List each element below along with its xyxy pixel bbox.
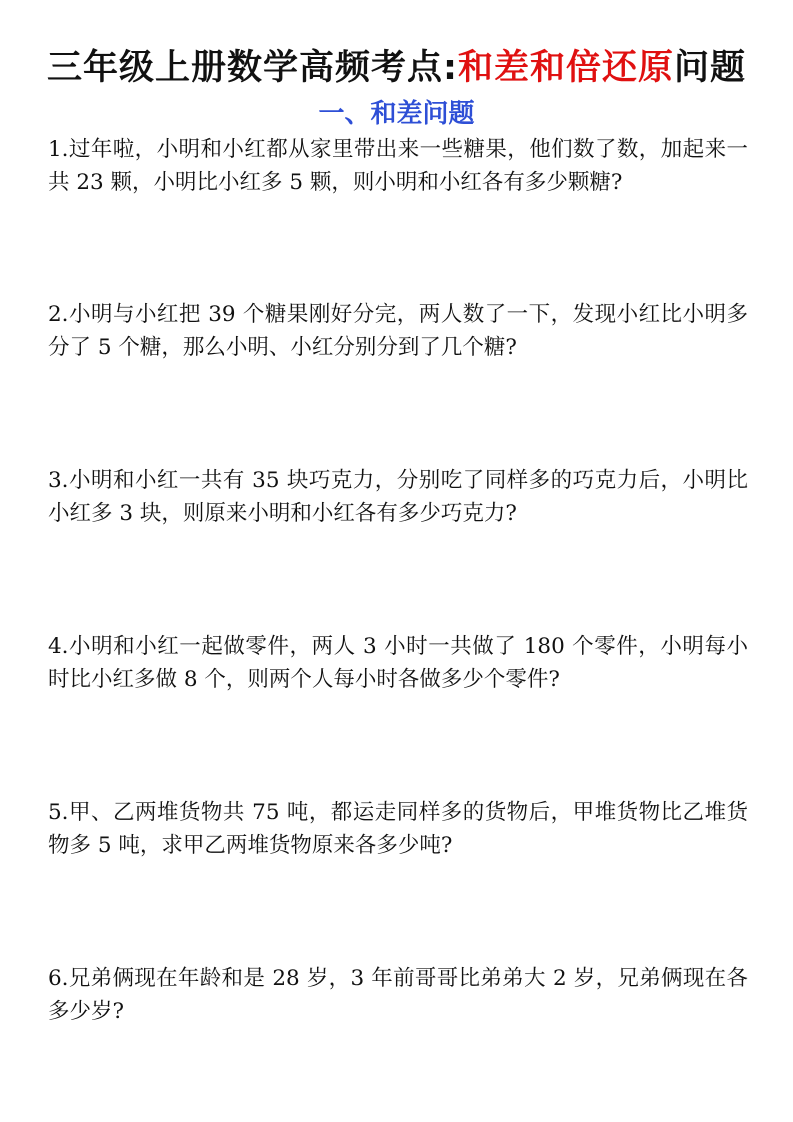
question-2: 2.小明与小红把 39 个糖果刚好分完，两人数了一下，发现小红比小明多分了 5 个糖，那么小明、小红分别分到了几个糖? [48,302,748,360]
question-5: 5.甲、乙两堆货物共 75 吨，都运走同样多的货物后，甲堆货物比乙堆货物多 5 吨，求甲乙两堆货物原来各多少吨? [48,800,748,858]
question-6: 6.兄弟俩现在年龄和是 28 岁，3 年前哥哥比弟弟大 2 岁，兄弟俩现在各多少岁? [48,966,748,1024]
question-4: 4.小明和小红一起做零件，两人 3 小时一共做了 180 个零件，小明每小时比小红多做 8 个，则两个人每小时各做多少个零件? [48,634,748,692]
title-highlight: 和差和倍还原 [457,48,674,88]
question-1: 1.过年啦，小明和小红都从家里带出来一些糖果，他们数了数，加起来一共 23 颗，小明比小红多 5 颗，则小明和小红各有多少颗糖? [48,137,748,195]
page-title [0,40,793,90]
title-prefix: 三年级上册数学高频考点: [46,48,458,88]
title-suffix: 问题 [674,48,747,88]
question-3: 3.小明和小红一共有 35 块巧克力，分别吃了同样多的巧克力后，小明比小红多 3 块，则原来小明和小红各有多少巧克力? [48,468,748,526]
section-heading: 一、和差问题 [318,99,475,129]
